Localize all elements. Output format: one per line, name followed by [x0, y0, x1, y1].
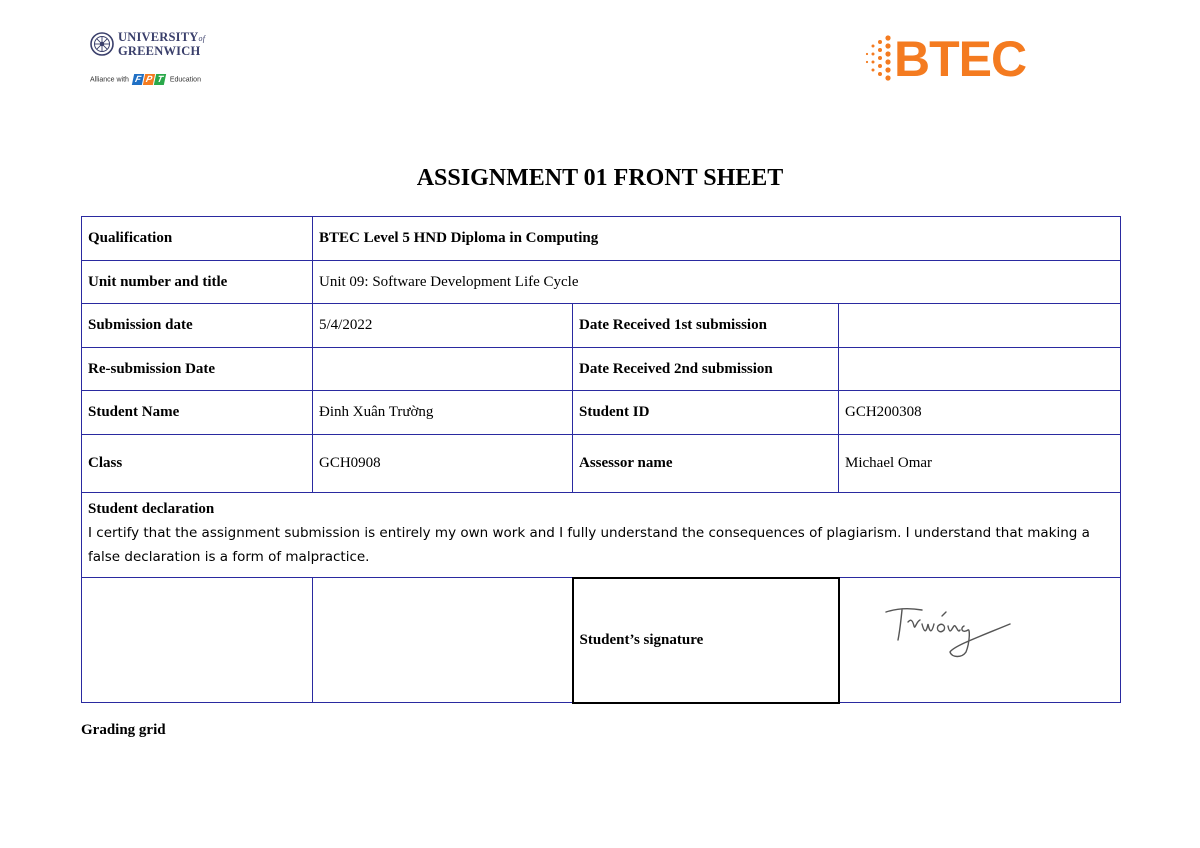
- btec-dots-icon: [862, 32, 894, 86]
- front-sheet-table: [81, 216, 1121, 704]
- table-row: [82, 261, 1121, 304]
- date-received-1-value: [839, 304, 1121, 348]
- student-id-label: Student ID: [573, 391, 839, 435]
- empty-cell: [82, 578, 313, 703]
- signature-label: Student’s signature: [573, 578, 839, 703]
- signature-cell: [839, 578, 1121, 703]
- handwritten-signature: [880, 598, 1030, 678]
- student-declaration: [82, 493, 1121, 578]
- class-value: GCH0908: [313, 435, 573, 493]
- table-row: [82, 217, 1121, 261]
- table-row: [82, 391, 1121, 435]
- empty-cell: [313, 578, 573, 703]
- assessor-value: Michael Omar: [839, 435, 1121, 493]
- resubmission-date-value: [313, 348, 573, 391]
- submission-date-value: 5/4/2022: [313, 304, 573, 348]
- table-row: [82, 304, 1121, 348]
- qualification-label: Qualification: [82, 217, 313, 261]
- assessor-label: Assessor name: [573, 435, 839, 493]
- table-row: [82, 493, 1121, 578]
- fpt-logo: [133, 74, 166, 85]
- btec-logo: [862, 32, 1037, 86]
- declaration-text: I certify that the assignment submission is entirely my own work and I fully understand the consequences of plagiarism. I understand that making a false declaration is a form of malpractice.: [88, 524, 1090, 565]
- class-label: Class: [82, 435, 313, 493]
- student-name-value: Đinh Xuân Trường: [313, 391, 573, 435]
- unit-value: Unit 09: Software Development Life Cycle: [313, 261, 1121, 304]
- university-name: UNIVERSITYof GREENWICH: [118, 30, 206, 58]
- university-logo: [88, 30, 228, 90]
- fpt-letter-p: P: [143, 74, 155, 85]
- table-row: [82, 578, 1121, 703]
- unit-label: Unit number and title: [82, 261, 313, 304]
- qualification-value: BTEC Level 5 HND Diploma in Computing: [313, 217, 1121, 261]
- fpt-letter-f: F: [132, 74, 144, 85]
- date-received-2-value: [839, 348, 1121, 391]
- date-received-1-label: Date Received 1st submission: [573, 304, 839, 348]
- student-id-value: GCH200308: [839, 391, 1121, 435]
- university-seal-icon: [90, 32, 114, 56]
- fpt-letter-t: T: [154, 74, 166, 85]
- submission-date-label: Submission date: [82, 304, 313, 348]
- btec-wordmark: BTEC: [894, 31, 1027, 87]
- declaration-title: Student declaration: [88, 500, 215, 517]
- date-received-2-label: Date Received 2nd submission: [573, 348, 839, 391]
- grading-grid-heading: Grading grid: [81, 722, 166, 738]
- student-name-label: Student Name: [82, 391, 313, 435]
- table-row: [82, 348, 1121, 391]
- alliance-line: Alliance with F P T Education: [90, 74, 201, 84]
- table-row: [82, 435, 1121, 493]
- resubmission-date-label: Re-submission Date: [82, 348, 313, 391]
- page-title: ASSIGNMENT 01 FRONT SHEET: [416, 165, 784, 191]
